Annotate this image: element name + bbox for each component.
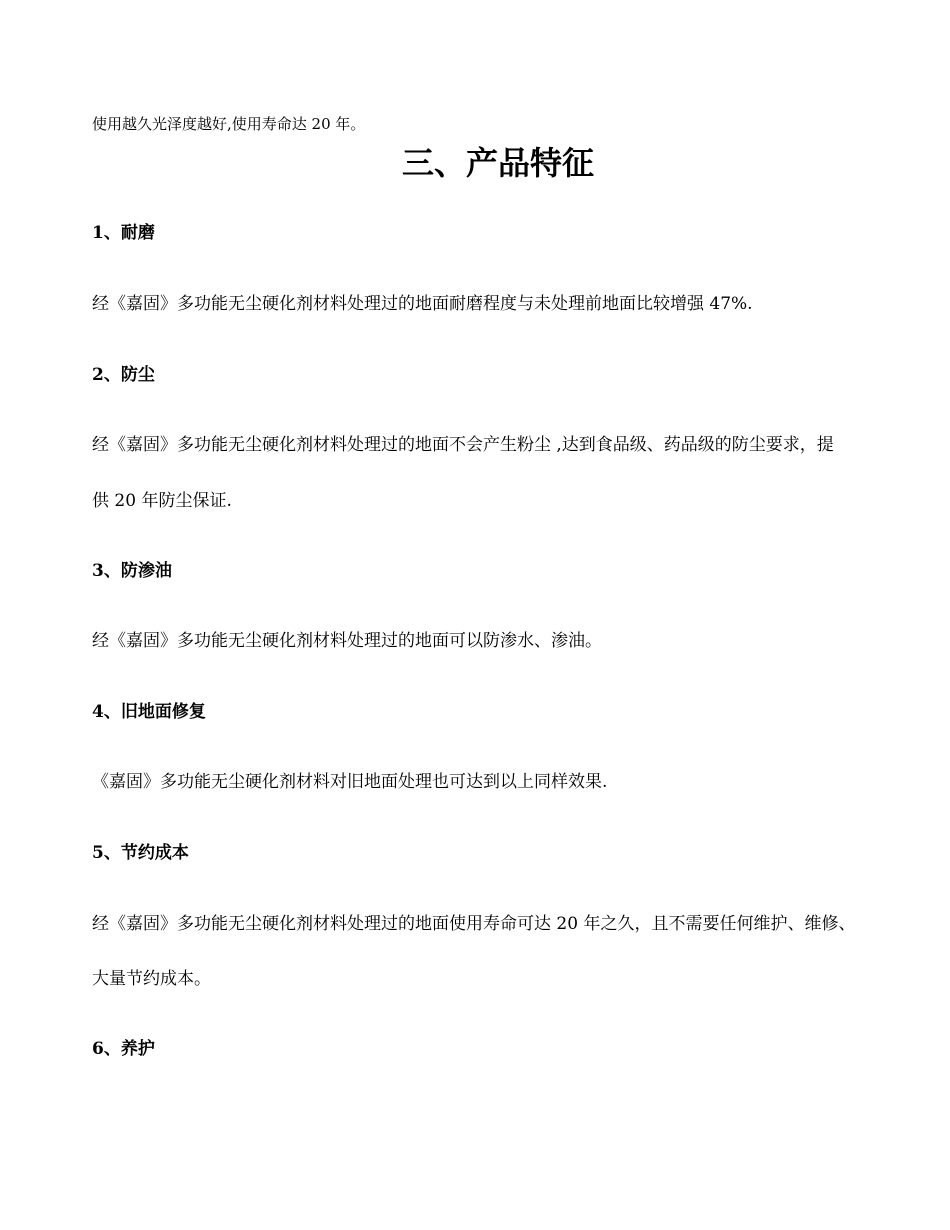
feature-heading-wear-resistance: 1、耐磨 bbox=[92, 223, 155, 243]
section-title: 三、产品特征 bbox=[401, 144, 594, 182]
feature-text-cost-saving-line1: 经《嘉固》多功能无尘硬化剂材料处理过的地面使用寿命可达 20 年之久，且不需要任何维护、维修、 bbox=[92, 914, 856, 934]
feature-text-floor-repair: 《嘉固》多功能无尘硬化剂材料对旧地面处理也可达到以上同样效果. bbox=[92, 772, 608, 792]
feature-heading-dust-proof: 2、防尘 bbox=[92, 365, 155, 385]
feature-text-dust-proof-line2: 供 20 年防尘保证. bbox=[92, 491, 232, 511]
feature-heading-floor-repair: 4、旧地面修复 bbox=[92, 702, 206, 722]
feature-text-wear-resistance: 经《嘉固》多功能无尘硬化剂材料处理过的地面耐磨程度与未处理前地面比较增强 47%. bbox=[92, 294, 753, 314]
feature-text-cost-saving-line2: 大量节约成本。 bbox=[92, 969, 211, 989]
feature-heading-cost-saving: 5、节约成本 bbox=[92, 843, 189, 863]
feature-text-dust-proof-line1: 经《嘉固》多功能无尘硬化剂材料处理过的地面不会产生粉尘 ,达到食品级、药品级的防尘要求，提 bbox=[92, 435, 834, 455]
feature-heading-oil-proof: 3、防渗油 bbox=[92, 561, 172, 581]
feature-heading-maintenance: 6、养护 bbox=[92, 1039, 155, 1059]
feature-text-oil-proof: 经《嘉固》多功能无尘硬化剂材料处理过的地面可以防渗水、渗油。 bbox=[92, 631, 602, 651]
intro-paragraph: 使用越久光泽度越好,使用寿命达 20 年。 bbox=[92, 115, 366, 133]
